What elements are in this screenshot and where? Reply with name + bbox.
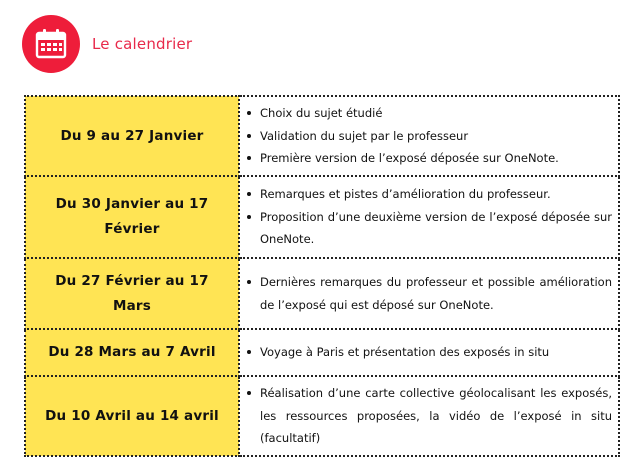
- table-row: [25, 258, 619, 329]
- tasks-cell: [239, 176, 619, 258]
- period-cell: Du 9 au 27 Janvier: [25, 96, 239, 176]
- period-cell: Du 10 Avril au 14 avril: [25, 376, 239, 456]
- period-cell: Du 27 Février au 17 Mars: [25, 258, 239, 329]
- list-item: Première version de l’exposé déposée sur OneNote.: [246, 147, 612, 170]
- list-item: Dernières remarques du professeur et possible amélioration de l’exposé qui est déposé sur OneNote.: [246, 271, 612, 316]
- list-item: Choix du sujet étudié: [246, 102, 612, 125]
- period-cell: Du 30 Janvier au 17 Février: [25, 176, 239, 258]
- tasks-cell: [239, 96, 619, 176]
- tasks-cell: [239, 329, 619, 376]
- page-header: [22, 15, 192, 73]
- calendar-icon: [22, 15, 80, 73]
- period-cell: Du 28 Mars au 7 Avril: [25, 329, 239, 376]
- tasks-cell: [239, 258, 619, 329]
- task-list: [246, 102, 612, 170]
- task-list: [246, 382, 612, 450]
- list-item: Validation du sujet par le professeur: [246, 125, 612, 148]
- list-item: Remarques et pistes d’amélioration du professeur.: [246, 183, 612, 206]
- task-list: [246, 271, 612, 316]
- list-item: Proposition d’une deuxième version de l’exposé déposée sur OneNote.: [246, 206, 612, 251]
- list-item: Réalisation d’une carte collective géolocalisant les exposés, les ressources proposées, la vidéo de l’exposé in situ (facultatif): [246, 382, 612, 450]
- tasks-cell: [239, 376, 619, 456]
- page-title: Le calendrier: [92, 35, 193, 53]
- table-row: [25, 176, 619, 258]
- list-item: Voyage à Paris et présentation des exposés in situ: [246, 341, 612, 364]
- task-list: [246, 341, 612, 364]
- task-list: [246, 183, 612, 251]
- table-row: [25, 329, 619, 376]
- table-row: [25, 96, 619, 176]
- table-row: [25, 376, 619, 456]
- calendar-table: [24, 95, 620, 457]
